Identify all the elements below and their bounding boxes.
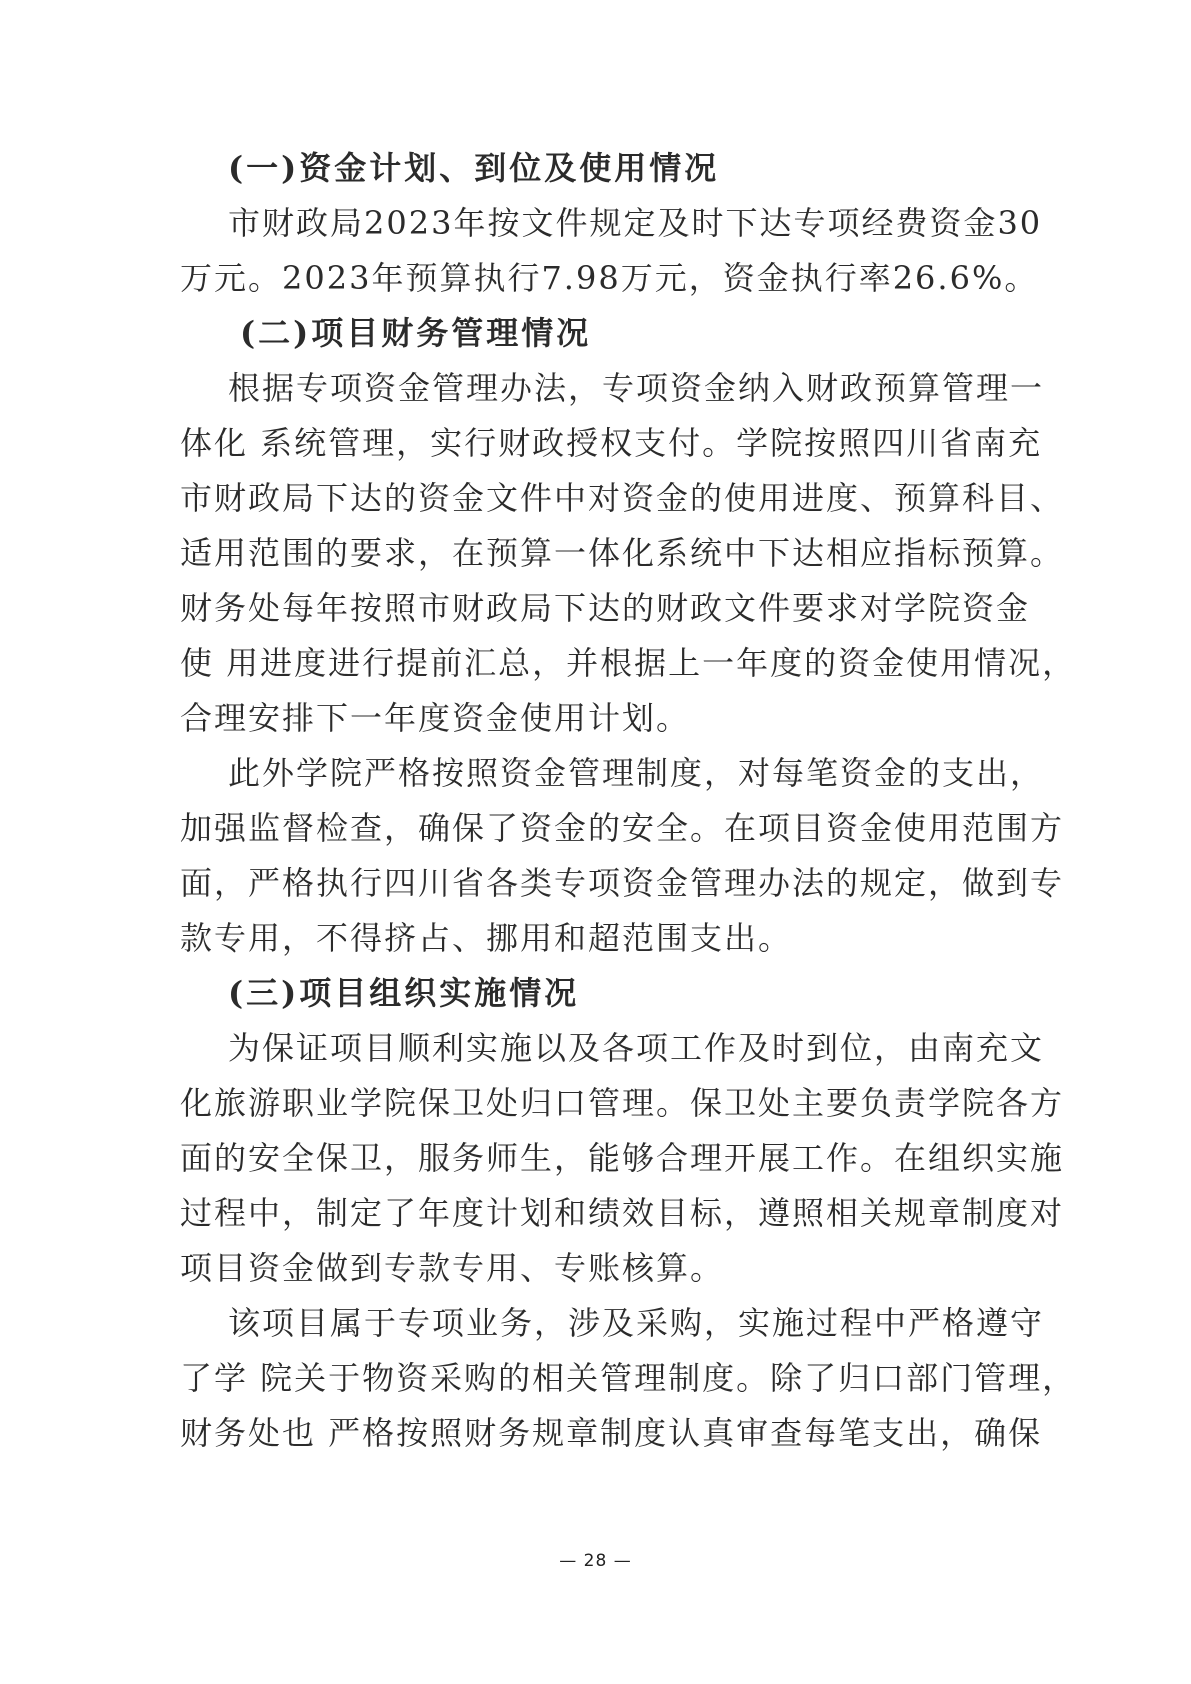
paragraph-line: 根据专项资金管理办法，专项资金纳入财政预算管理一 bbox=[228, 369, 1045, 407]
section-heading-3: (三)项目组织实施情况 bbox=[228, 974, 580, 1012]
paragraph-line: 此外学院严格按照资金管理制度，对每笔资金的支出， bbox=[228, 754, 1045, 792]
page-number: — 28 — bbox=[559, 1551, 632, 1571]
paragraph-line: 体化 系统管理，实行财政授权支付。学院按照四川省南充 bbox=[180, 424, 1043, 462]
paragraph-line: 财务处每年按照市财政局下达的财政文件要求对学院资金 bbox=[180, 589, 1031, 627]
paragraph-line: 市财政局2023年按文件规定及时下达专项经费资金30 bbox=[228, 204, 1043, 242]
paragraph-line: 款专用，不得挤占、挪用和超范围支出。 bbox=[180, 919, 793, 957]
paragraph-line: 财务处也 严格按照财务规章制度认真审查每笔支出，确保 bbox=[180, 1414, 1043, 1452]
paragraph-line: 化旅游职业学院保卫处归口管理。保卫处主要负责学院各方 bbox=[180, 1084, 1065, 1122]
paragraph-line: 适用范围的要求，在预算一体化系统中下达相应指标预算。 bbox=[180, 534, 1065, 572]
paragraph-line: 过程中，制定了年度计划和绩效目标，遵照相关规章制度对 bbox=[180, 1194, 1065, 1232]
paragraph-line: 了学 院关于物资采购的相关管理制度。除了归口部门管理， bbox=[180, 1359, 1077, 1397]
paragraph-line: 使 用进度进行提前汇总，并根据上一年度的资金使用情况， bbox=[180, 644, 1077, 682]
paragraph-line: 面，严格执行四川省各类专项资金管理办法的规定，做到专 bbox=[180, 864, 1065, 902]
paragraph-line: 加强监督检查，确保了资金的安全。在项目资金使用范围方 bbox=[180, 809, 1065, 847]
section-heading-2: (二)项目财务管理情况 bbox=[240, 314, 592, 352]
section-heading-1: (一)资金计划、到位及使用情况 bbox=[228, 149, 720, 187]
paragraph-line: 为保证项目顺利实施以及各项工作及时到位，由南充文 bbox=[228, 1029, 1045, 1067]
paragraph-line: 市财政局下达的资金文件中对资金的使用进度、预算科目、 bbox=[180, 479, 1065, 517]
paragraph-line: 合理安排下一年度资金使用计划。 bbox=[180, 699, 691, 737]
paragraph-line: 该项目属于专项业务，涉及采购，实施过程中严格遵守 bbox=[228, 1304, 1045, 1342]
paragraph-line: 面的安全保卫，服务师生，能够合理开展工作。在组织实施 bbox=[180, 1139, 1065, 1177]
paragraph-line: 万元。2023年预算执行7.98万元，资金执行率26.6%。 bbox=[180, 259, 1039, 297]
paragraph-line: 项目资金做到专款专用、专账核算。 bbox=[180, 1249, 725, 1287]
